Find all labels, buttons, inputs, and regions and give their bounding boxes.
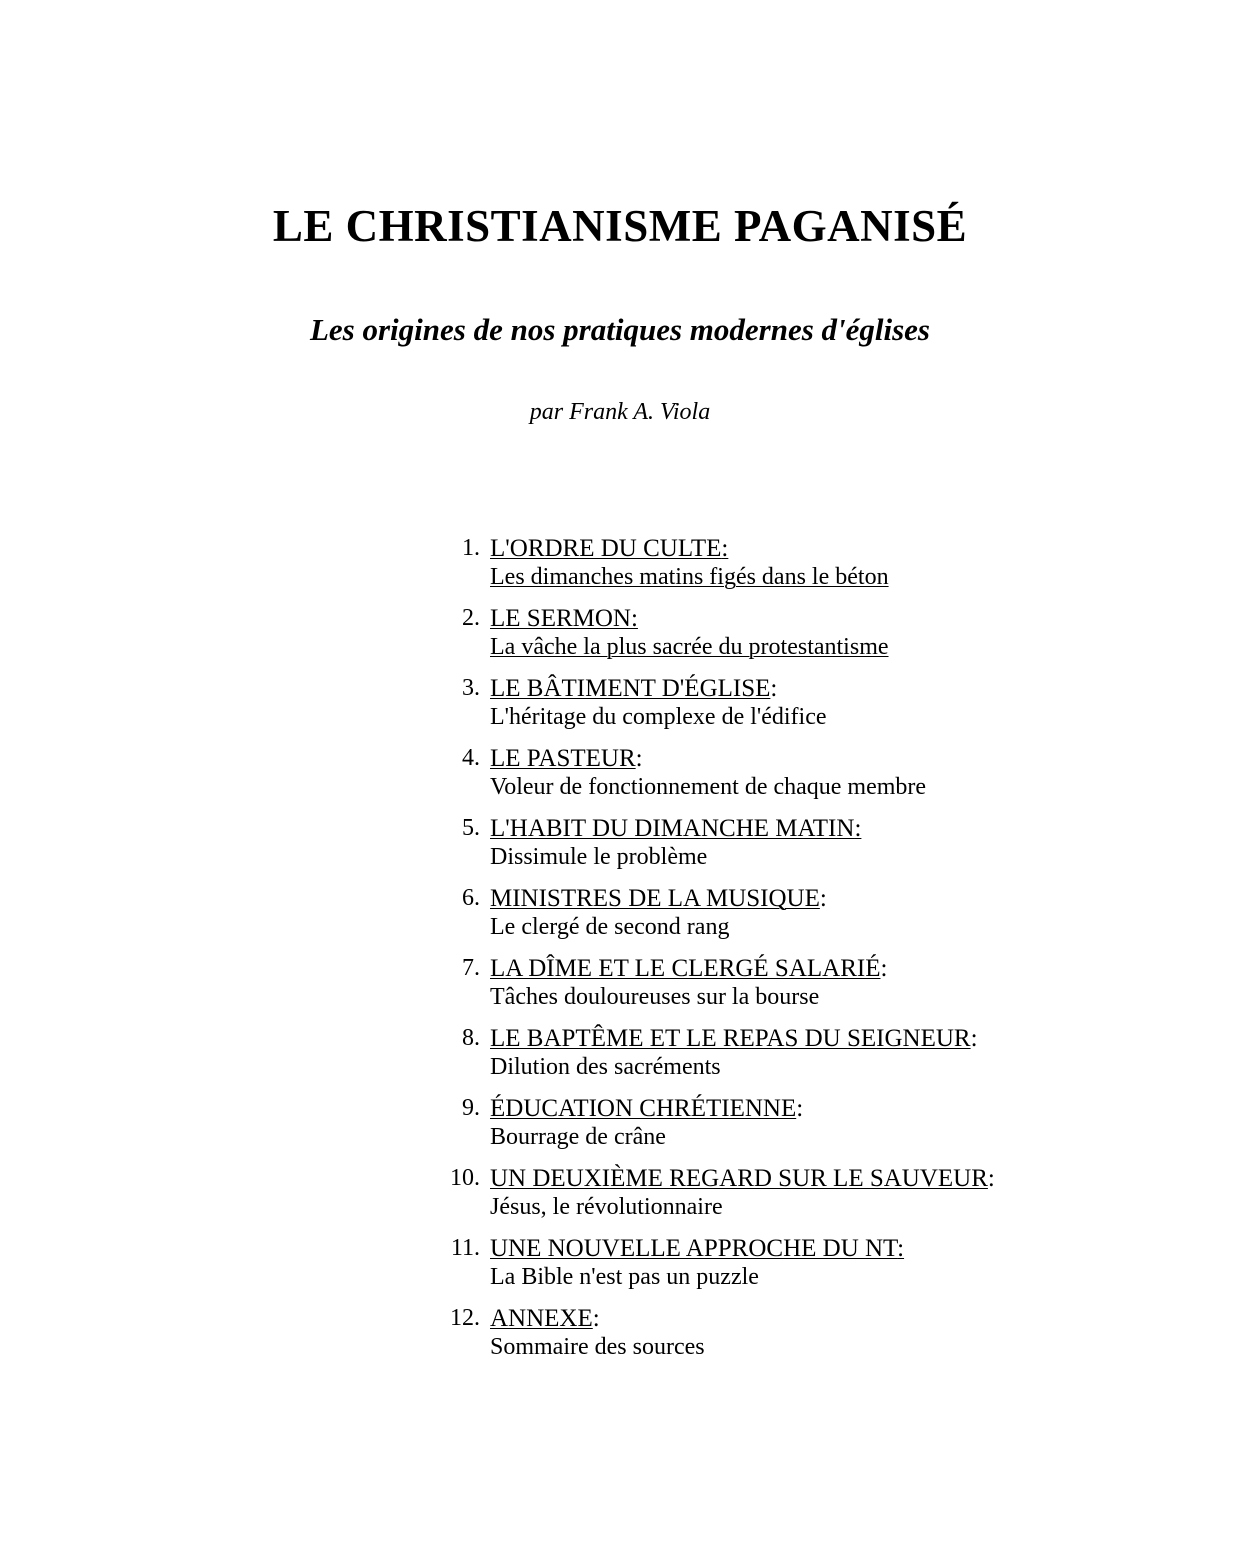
toc-entry-number: 5.: [462, 815, 480, 841]
toc-entry-title: L'HABIT DU DIMANCHE MATIN: [490, 815, 855, 842]
toc-entry-text: [490, 1164, 1240, 1222]
toc-entry-text: [490, 1234, 1240, 1292]
toc-entry-title-line[interactable]: [490, 534, 1240, 563]
toc-entry-number: 11.: [450, 1235, 480, 1261]
toc-entry-subtitle: Jésus, le révolutionnaire: [490, 1194, 723, 1220]
toc-entry-text: [490, 674, 1240, 732]
toc-entry-title: LE SERMON: [490, 605, 631, 632]
toc-entry-title-line[interactable]: [490, 744, 1240, 773]
toc-entry-text: [490, 744, 1240, 802]
toc-entry-subtitle: La vâche la plus sacrée du protestantisme: [490, 634, 889, 660]
toc-entry-subtitle: Les dimanches matins figés dans le béton: [490, 564, 889, 590]
toc-entry-number: 6.: [462, 885, 480, 911]
toc-entry-title: LE BÂTIMENT D'ÉGLISE: [490, 675, 771, 702]
toc-entry-subtitle: Voleur de fonctionnement de chaque membre: [490, 774, 927, 800]
toc-entry-text: [490, 814, 1240, 872]
document-title: LE CHRISTIANISME PAGANISÉ: [272, 201, 968, 251]
toc-entry-subtitle: Bourrage de crâne: [490, 1124, 666, 1150]
toc-entry[interactable]: [0, 1234, 1240, 1292]
toc-entry-colon: :: [635, 745, 643, 772]
title-block: [0, 0, 1240, 425]
toc-entry-title-line[interactable]: [490, 1234, 1240, 1263]
document-author: par Frank A. Viola: [529, 398, 711, 425]
toc-entry-colon: :: [970, 1025, 978, 1052]
toc-entry[interactable]: [0, 884, 1240, 942]
toc-entry-title-line[interactable]: [490, 884, 1240, 913]
toc-entry-subtitle: Sommaire des sources: [490, 1334, 705, 1360]
toc-entry-title-line[interactable]: [490, 1094, 1240, 1123]
toc-entry-title: ANNEXE: [490, 1305, 593, 1332]
toc-entry-text: [490, 884, 1240, 942]
toc-entry[interactable]: [0, 1094, 1240, 1152]
toc-entry-number: 1.: [462, 535, 480, 561]
toc-entry-text: [490, 1094, 1240, 1152]
toc-entry[interactable]: [0, 1304, 1240, 1362]
toc-entry-number: 12.: [450, 1305, 480, 1331]
toc-entry-title-line[interactable]: [490, 954, 1240, 983]
toc-entry-title-line[interactable]: [490, 814, 1240, 843]
toc-entry-title: LE BAPTÊME ET LE REPAS DU SEIGNEUR: [490, 1025, 971, 1052]
toc-entry-colon: :: [819, 885, 827, 912]
toc-entry-colon: :: [592, 1305, 600, 1332]
toc-entry-title: LE PASTEUR: [490, 745, 636, 772]
toc-entry[interactable]: [0, 1024, 1240, 1082]
document-subtitle: Les origines de nos pratiques modernes d'églises: [309, 311, 930, 347]
toc-entry-title-line[interactable]: [490, 1024, 1240, 1053]
toc-entry-number: 4.: [462, 745, 480, 771]
toc-entry-title-line[interactable]: [490, 674, 1240, 703]
toc-entry-title: UN DEUXIÈME REGARD SUR LE SAUVEUR: [490, 1165, 988, 1192]
toc-entry-colon: :: [770, 675, 778, 702]
toc-entry-subtitle: Dilution des sacréments: [490, 1054, 721, 1080]
toc-entry[interactable]: [0, 954, 1240, 1012]
toc-entry-number: 2.: [462, 605, 480, 631]
toc-entry-colon: :: [630, 605, 638, 632]
toc-entry-text: [490, 604, 1240, 662]
toc-entry[interactable]: [0, 604, 1240, 662]
toc-entry-title: ÉDUCATION CHRÉTIENNE: [490, 1095, 797, 1122]
toc-entry[interactable]: [0, 534, 1240, 592]
toc-entry-colon: :: [721, 535, 729, 562]
toc-entry[interactable]: [0, 814, 1240, 872]
toc-entry-number: 10.: [450, 1165, 480, 1191]
toc-entry[interactable]: [0, 744, 1240, 802]
toc-entry-colon: :: [987, 1165, 995, 1192]
toc-entry-title-line[interactable]: [490, 604, 1240, 633]
toc-entry-title: MINISTRES DE LA MUSIQUE: [490, 885, 820, 912]
toc-entry-subtitle: L'héritage du complexe de l'édifice: [490, 704, 827, 730]
toc-entry-subtitle: Dissimule le problème: [490, 844, 708, 870]
toc-entry-number: 7.: [462, 955, 480, 981]
toc-entry-colon: :: [854, 815, 862, 842]
toc-entry-text: [490, 1304, 1240, 1362]
toc-entry-text: [490, 1024, 1240, 1082]
toc-entry-text: [490, 534, 1240, 592]
toc-entry-title: UNE NOUVELLE APPROCHE DU NT: [490, 1235, 898, 1262]
toc-entry-title-line[interactable]: [490, 1164, 1240, 1193]
toc-entry-colon: :: [897, 1235, 905, 1262]
toc-entry[interactable]: [0, 1164, 1240, 1222]
toc-entry-subtitle: Le clergé de second rang: [490, 914, 730, 940]
toc-entry[interactable]: [0, 674, 1240, 732]
toc-entry-title: LA DÎME ET LE CLERGÉ SALARIÉ: [490, 955, 881, 982]
toc-entry-number: 3.: [462, 675, 480, 701]
toc-entry-title-line[interactable]: [490, 1304, 1240, 1333]
toc-entry-number: 8.: [462, 1025, 480, 1051]
toc-entry-colon: :: [880, 955, 888, 982]
toc-list: [0, 534, 1240, 1362]
toc-entry-text: [490, 954, 1240, 1012]
toc-entry-title: L'ORDRE DU CULTE: [490, 535, 722, 562]
toc-entry-colon: :: [796, 1095, 804, 1122]
table-of-contents: [0, 534, 1240, 1374]
toc-entry-subtitle: La Bible n'est pas un puzzle: [490, 1264, 759, 1290]
toc-entry-number: 9.: [462, 1095, 480, 1121]
toc-entry-subtitle: Tâches douloureuses sur la bourse: [490, 984, 820, 1010]
